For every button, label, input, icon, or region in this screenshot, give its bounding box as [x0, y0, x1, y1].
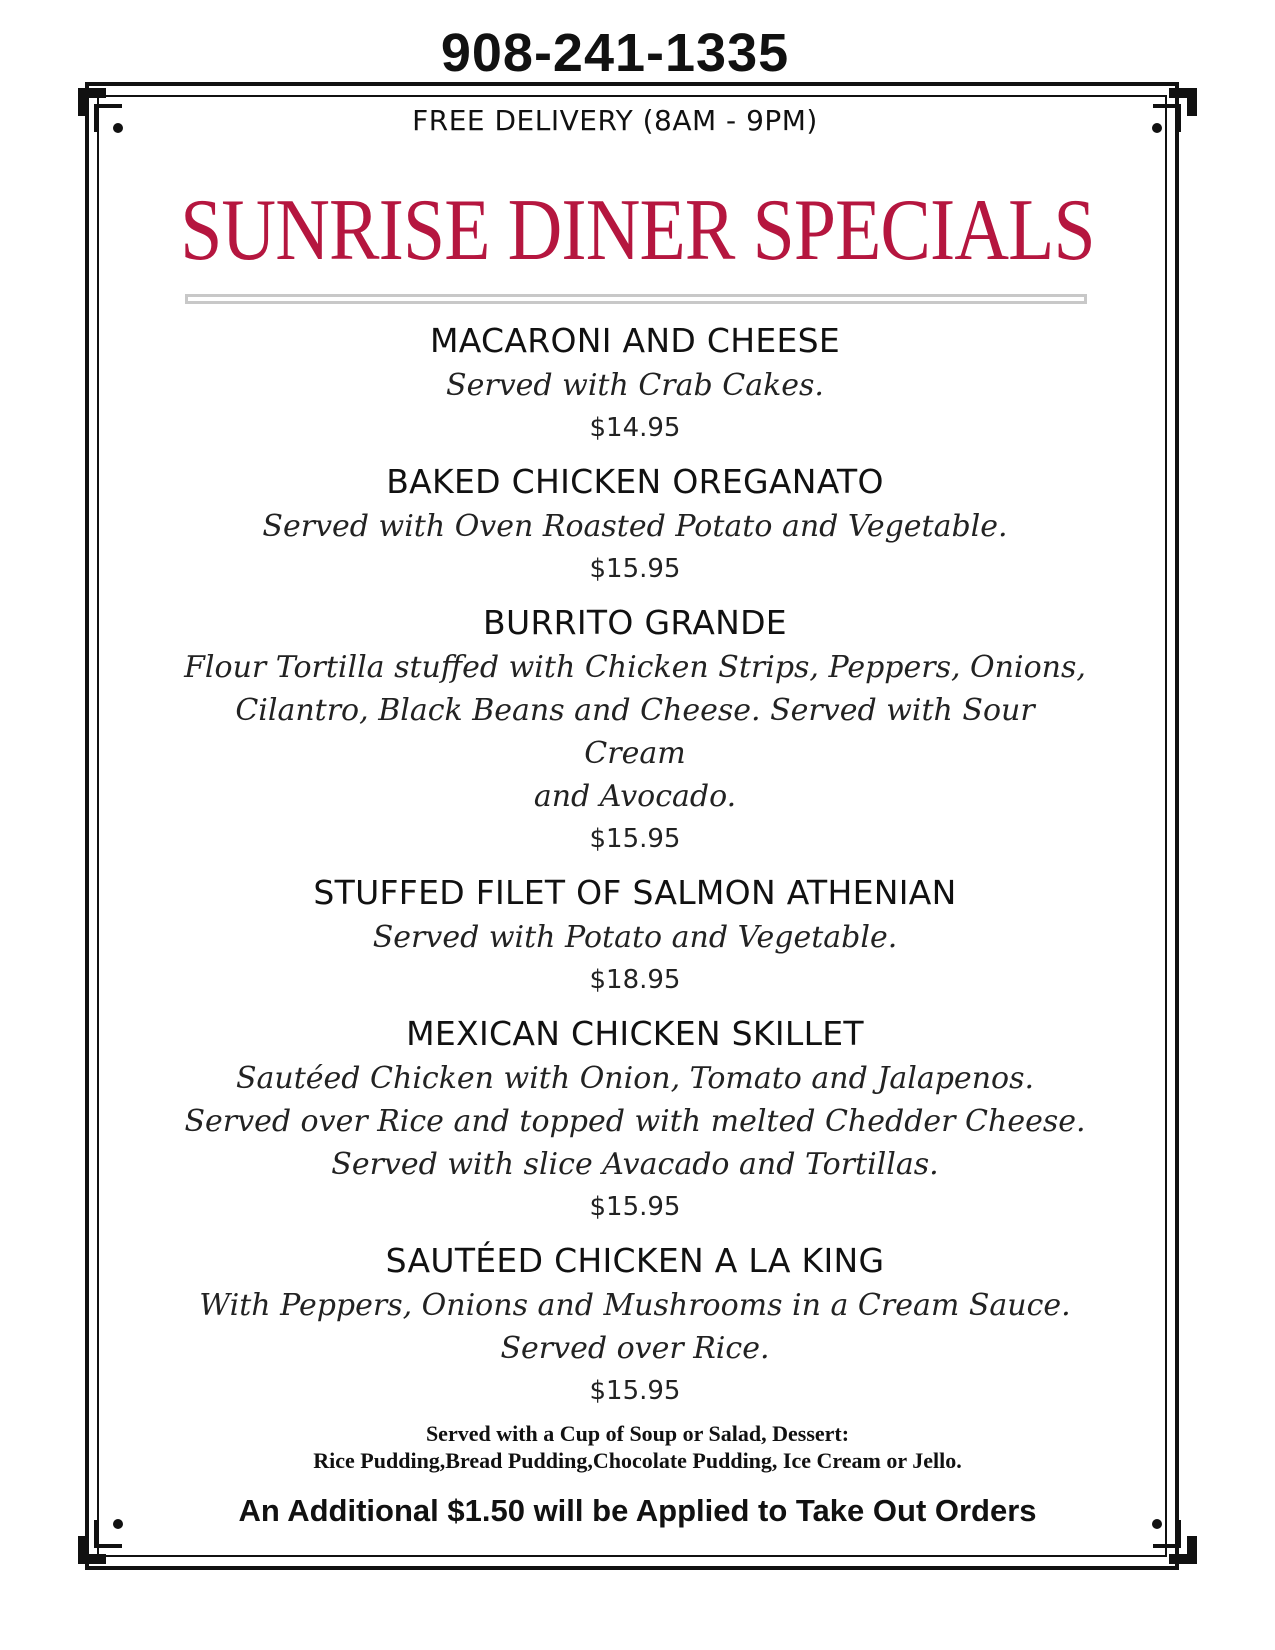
- item-description: Served with Potato and Vegetable.: [372, 920, 898, 955]
- item-name: BURRITO GRANDE: [483, 603, 787, 642]
- item-price: $14.95: [589, 413, 681, 443]
- page-title: SUNRISE DINER SPECIALS: [180, 182, 1095, 279]
- item-price: $15.95: [589, 1376, 681, 1406]
- item-description: Served with slice Avacado and Tortillas.: [331, 1147, 939, 1182]
- delivery-hours: FREE DELIVERY (8AM - 9PM): [412, 104, 818, 137]
- item-description: Sautéed Chicken with Onion, Tomato and Jalapenos.: [235, 1061, 1035, 1096]
- specials-list: [180, 318, 1090, 1422]
- menu-item: [180, 600, 1090, 860]
- menu-item: [180, 318, 1090, 449]
- menu-item: [180, 1011, 1090, 1228]
- item-name: BAKED CHICKEN OREGANATO: [386, 462, 884, 501]
- served-with-line: Served with a Cup of Soup or Salad, Dessert:: [425, 1421, 850, 1446]
- item-description: Served with Crab Cakes.: [446, 368, 824, 403]
- item-description: Cilantro, Black Beans and Cheese. Served with Sour Cream: [235, 693, 1035, 771]
- item-description: Flour Tortilla stuffed with Chicken Strips, Peppers, Onions,: [184, 650, 1086, 685]
- item-description: Served over Rice and topped with melted Chedder Cheese.: [184, 1104, 1086, 1139]
- item-description: and Avocado.: [533, 779, 737, 814]
- title-divider: [185, 294, 1087, 304]
- item-description: Served over Rice.: [500, 1331, 770, 1366]
- menu-item: [180, 1238, 1090, 1412]
- menu-item: [180, 459, 1090, 590]
- item-name: MEXICAN CHICKEN SKILLET: [406, 1014, 864, 1053]
- menu-item: [180, 870, 1090, 1001]
- item-price: $18.95: [589, 965, 681, 995]
- served-with-note: [150, 1420, 1125, 1474]
- item-name: STUFFED FILET OF SALMON ATHENIAN: [313, 873, 957, 912]
- item-price: $15.95: [589, 554, 681, 584]
- item-name: SAUTÉED CHICKEN A LA KING: [385, 1241, 885, 1280]
- item-description: Served with Oven Roasted Potato and Vegetable.: [262, 509, 1008, 544]
- item-price: $15.95: [589, 1192, 681, 1222]
- dessert-options-line: Rice Pudding,Bread Pudding,Chocolate Pudding, Ice Cream or Jello.: [313, 1448, 962, 1473]
- phone-number: 908-241-1335: [440, 23, 790, 83]
- item-description: With Peppers, Onions and Mushrooms in a Cream Sauce.: [199, 1288, 1071, 1323]
- item-name: MACARONI AND CHEESE: [429, 321, 841, 360]
- item-price: $15.95: [589, 824, 681, 854]
- takeout-surcharge-note: An Additional $1.50 will be Applied to Take Out Orders: [238, 1493, 1037, 1528]
